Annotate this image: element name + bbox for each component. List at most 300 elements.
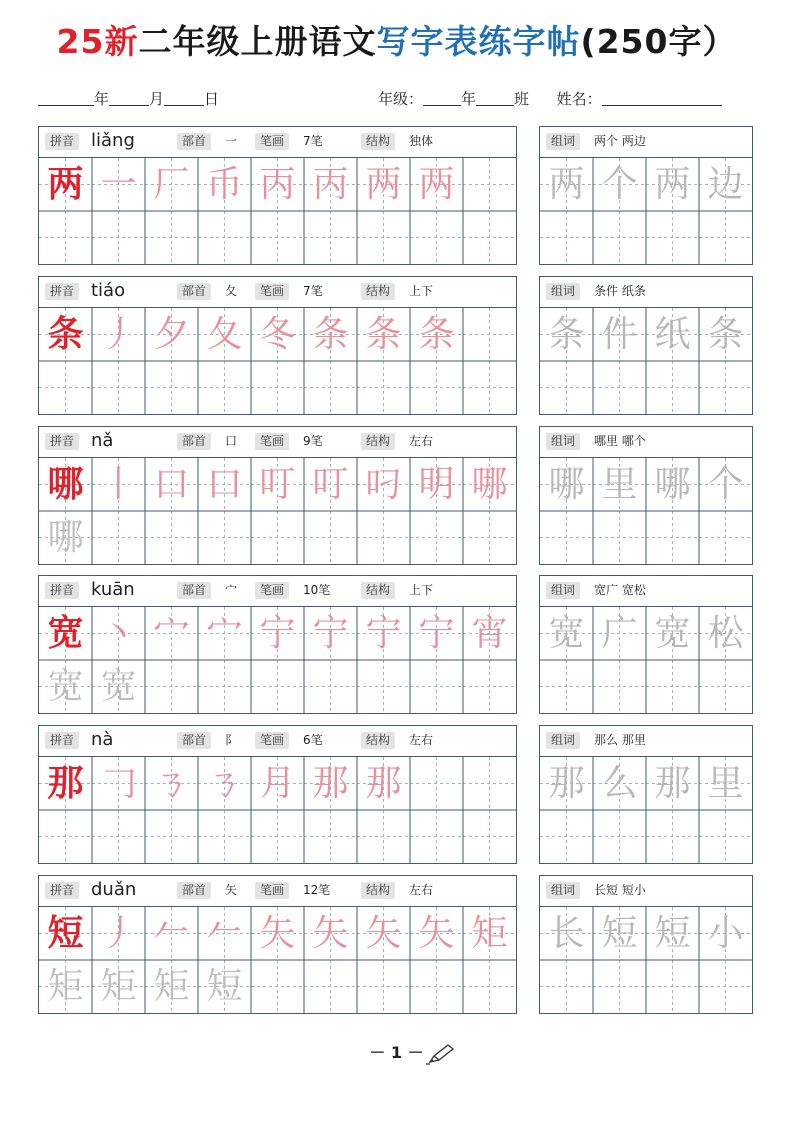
pen-icon <box>426 1043 456 1069</box>
words-grid <box>540 158 752 264</box>
stroke-order-cell[interactable] <box>304 158 357 211</box>
stroke-order-cell[interactable] <box>145 757 198 810</box>
main-char-cell[interactable] <box>39 308 92 361</box>
stroke-order-cell[interactable] <box>463 607 516 660</box>
pinyin-value: kuān <box>91 579 135 600</box>
word-char-cell[interactable] <box>646 308 699 361</box>
stroke-order-cell-glyph: 一 <box>100 164 137 205</box>
blank-writing-cell[interactable] <box>593 660 646 713</box>
stroke-order-cell[interactable] <box>410 607 463 660</box>
char-info-header <box>39 127 516 158</box>
word-char-cell-glyph: 宽 <box>654 613 691 654</box>
structure-tag: 结构 <box>361 433 395 450</box>
stroke-order-cell-glyph: 哪 <box>471 464 508 505</box>
stroke-order-cell[interactable] <box>198 308 251 361</box>
blank-writing-cell[interactable] <box>251 960 304 1013</box>
stroke-order-cell[interactable] <box>198 458 251 511</box>
stroke-order-cell-glyph: 矢 <box>312 913 349 954</box>
char-info-header <box>39 726 516 757</box>
radical-tag: 部首 <box>177 732 211 749</box>
word-char-cell-glyph: 条 <box>548 314 585 355</box>
word-char-cell[interactable] <box>699 308 752 361</box>
word-char-cell-glyph: 小 <box>707 913 744 954</box>
stroke-order-cell-glyph: 那 <box>365 763 402 804</box>
blank-writing-cell[interactable] <box>463 660 516 713</box>
stroke-order-cell[interactable] <box>357 607 410 660</box>
blank-writing-cell[interactable] <box>646 660 699 713</box>
stroke-order-cell[interactable] <box>145 308 198 361</box>
blank-writing-cell[interactable] <box>357 960 410 1013</box>
word-char-cell[interactable] <box>699 907 752 960</box>
practice-panel-2 <box>38 276 517 415</box>
stroke-order-cell[interactable] <box>304 607 357 660</box>
trace-cell[interactable] <box>92 660 145 713</box>
blank-writing-cell[interactable] <box>593 810 646 863</box>
blank-writing-cell[interactable] <box>593 960 646 1013</box>
stroke-order-cell[interactable] <box>410 158 463 211</box>
blank-writing-cell[interactable] <box>198 211 251 264</box>
pinyin-value: liǎng <box>91 130 135 151</box>
blank-writing-cell[interactable] <box>463 361 516 414</box>
stroke-order-cell-glyph: 丙 <box>312 164 349 205</box>
strokes-value: 10笔 <box>303 583 331 597</box>
blank-writing-cell[interactable] <box>304 511 357 564</box>
word-char-cell-glyph: 那 <box>548 763 585 804</box>
stroke-order-cell-glyph: 冬 <box>259 314 296 355</box>
structure-tag: 结构 <box>361 582 395 599</box>
stroke-order-cell-glyph: 矢 <box>259 913 296 954</box>
stroke-order-cell[interactable] <box>145 607 198 660</box>
blank-writing-cell[interactable] <box>145 511 198 564</box>
words-tag: 组词 <box>546 582 580 599</box>
blank-writing-cell[interactable] <box>357 810 410 863</box>
word-char-cell[interactable] <box>593 607 646 660</box>
month-label: 月 <box>149 90 165 108</box>
stroke-order-cell[interactable] <box>92 308 145 361</box>
stroke-order-cell[interactable] <box>304 757 357 810</box>
radical-value: 口 <box>225 434 238 448</box>
trace-cell[interactable] <box>39 511 92 564</box>
radical-value: 宀 <box>225 583 238 597</box>
blank-writing-cell[interactable] <box>92 511 145 564</box>
stroke-order-cell[interactable] <box>357 907 410 960</box>
blank-writing-cell[interactable] <box>540 211 593 264</box>
word-char-cell[interactable] <box>699 158 752 211</box>
blank-writing-cell[interactable] <box>251 361 304 414</box>
pinyin-value: duǎn <box>91 879 137 900</box>
stroke-order-cell-glyph: 叼 <box>365 464 402 505</box>
word-char-cell-glyph: 短 <box>601 913 638 954</box>
main-char-cell[interactable] <box>39 458 92 511</box>
blank-writing-cell[interactable] <box>304 810 357 863</box>
stroke-order-cell-glyph: 币 <box>206 164 243 205</box>
blank-writing-cell[interactable] <box>593 211 646 264</box>
stroke-order-cell[interactable] <box>463 458 516 511</box>
blank-writing-cell[interactable] <box>304 960 357 1013</box>
word-char-cell-glyph: 短 <box>654 913 691 954</box>
pinyin-tag: 拼音 <box>45 582 79 599</box>
words-tag: 组词 <box>546 133 580 150</box>
blank-writing-cell[interactable] <box>699 810 752 863</box>
blank-writing-cell[interactable] <box>198 660 251 713</box>
blank-writing-cell[interactable] <box>463 810 516 863</box>
word-char-cell[interactable] <box>699 458 752 511</box>
month-blank[interactable] <box>109 91 149 106</box>
words-panel-3 <box>539 426 753 565</box>
stroke-order-cell[interactable] <box>198 907 251 960</box>
strokes-value: 9笔 <box>303 434 323 448</box>
blank-writing-cell[interactable] <box>198 361 251 414</box>
word-char-cell-glyph: 广 <box>601 613 638 654</box>
blank-writing-cell[interactable] <box>540 960 593 1013</box>
stroke-order-cell[interactable] <box>410 308 463 361</box>
blank-writing-cell[interactable] <box>39 211 92 264</box>
blank-writing-cell[interactable] <box>357 361 410 414</box>
stroke-order-cell[interactable] <box>463 907 516 960</box>
blank-writing-cell[interactable] <box>646 511 699 564</box>
blank-writing-cell[interactable] <box>463 211 516 264</box>
words-value: 那么 那里 <box>594 733 646 747</box>
main-char-cell-glyph: 那 <box>47 763 84 804</box>
title-part-red: 25新 <box>56 22 139 61</box>
word-char-cell-glyph: 边 <box>707 164 744 205</box>
stroke-order-cell[interactable] <box>357 308 410 361</box>
stroke-order-cell-glyph: 条 <box>418 314 455 355</box>
blank-writing-cell[interactable] <box>39 361 92 414</box>
blank-writing-cell[interactable] <box>699 211 752 264</box>
blank-writing-cell[interactable] <box>304 361 357 414</box>
stroke-order-cell-glyph: 丨 <box>100 464 137 505</box>
pinyin-tag: 拼音 <box>45 133 79 150</box>
blank-writing-cell[interactable] <box>410 810 463 863</box>
pinyin-value: nà <box>91 729 114 750</box>
main-char-cell-glyph: 条 <box>47 314 84 355</box>
practice-panel-1 <box>38 126 517 265</box>
date-line <box>38 88 219 109</box>
stroke-order-cell-glyph: 那 <box>312 763 349 804</box>
stroke-order-cell-glyph: 叮 <box>312 464 349 505</box>
page-title <box>0 16 793 63</box>
pinyin-tag: 拼音 <box>45 283 79 300</box>
blank-writing-cell[interactable] <box>463 308 516 361</box>
blank-writing-cell[interactable] <box>646 211 699 264</box>
stroke-order-cell[interactable] <box>251 907 304 960</box>
radical-tag: 部首 <box>177 433 211 450</box>
practice-grid <box>39 158 516 264</box>
blank-writing-cell[interactable] <box>304 660 357 713</box>
stroke-order-cell[interactable] <box>92 158 145 211</box>
word-char-cell[interactable] <box>540 158 593 211</box>
trace-cell[interactable] <box>145 960 198 1013</box>
words-grid <box>540 458 752 564</box>
day-label: 日 <box>204 90 220 108</box>
title-part-black: 二年级上册语文 <box>138 22 377 61</box>
words-tag: 组词 <box>546 283 580 300</box>
practice-panel-5 <box>38 725 517 864</box>
trace-cell-glyph: 哪 <box>47 517 84 558</box>
blank-writing-cell[interactable] <box>251 211 304 264</box>
char-info-header <box>39 576 516 607</box>
word-char-cell[interactable] <box>593 458 646 511</box>
trace-cell[interactable] <box>198 960 251 1013</box>
stroke-order-cell[interactable] <box>251 757 304 810</box>
structure-value: 独体 <box>409 134 434 148</box>
structure-value: 上下 <box>409 284 434 298</box>
name-blank[interactable] <box>602 91 722 106</box>
char-info-header <box>39 277 516 308</box>
words-panel-2 <box>539 276 753 415</box>
blank-writing-cell[interactable] <box>540 660 593 713</box>
stroke-order-cell-glyph: 条 <box>312 314 349 355</box>
stroke-order-cell-glyph: 矩 <box>471 913 508 954</box>
stroke-order-cell-glyph: 两 <box>365 164 402 205</box>
stroke-order-cell[interactable] <box>251 458 304 511</box>
word-char-cell[interactable] <box>540 607 593 660</box>
structure-value: 左右 <box>409 883 434 897</box>
stroke-order-cell[interactable] <box>410 907 463 960</box>
practice-grid <box>39 458 516 564</box>
blank-writing-cell[interactable] <box>251 511 304 564</box>
stroke-order-cell[interactable] <box>198 158 251 211</box>
blank-writing-cell[interactable] <box>699 960 752 1013</box>
word-char-cell[interactable] <box>646 607 699 660</box>
stroke-order-cell[interactable] <box>357 458 410 511</box>
year-blank[interactable] <box>38 91 94 106</box>
blank-writing-cell[interactable] <box>699 361 752 414</box>
words-panel-1 <box>539 126 753 265</box>
stroke-order-cell[interactable] <box>92 607 145 660</box>
words-panel-6 <box>539 875 753 1014</box>
strokes-tag: 笔画 <box>255 732 289 749</box>
stroke-order-cell[interactable] <box>92 907 145 960</box>
blank-writing-cell[interactable] <box>463 158 516 211</box>
blank-writing-cell[interactable] <box>357 660 410 713</box>
word-char-cell-glyph: 宽 <box>548 613 585 654</box>
strokes-tag: 笔画 <box>255 582 289 599</box>
stroke-order-cell[interactable] <box>145 907 198 960</box>
stroke-order-cell-glyph: 𠂉 <box>153 913 190 954</box>
blank-writing-cell[interactable] <box>699 511 752 564</box>
word-char-cell[interactable] <box>540 907 593 960</box>
stroke-order-cell-glyph: 宀 <box>153 613 190 654</box>
word-char-cell-glyph: 长 <box>548 913 585 954</box>
blank-writing-cell[interactable] <box>251 810 304 863</box>
word-char-cell[interactable] <box>646 158 699 211</box>
words-tag: 组词 <box>546 433 580 450</box>
blank-writing-cell[interactable] <box>92 211 145 264</box>
blank-writing-cell[interactable] <box>646 810 699 863</box>
trace-cell[interactable] <box>92 960 145 1013</box>
stroke-order-cell-glyph: ㄋ <box>153 763 190 804</box>
pinyin-value: tiáo <box>91 280 126 301</box>
trace-cell[interactable] <box>39 960 92 1013</box>
stroke-order-cell[interactable] <box>145 458 198 511</box>
year-label: 年 <box>94 90 110 108</box>
blank-writing-cell[interactable] <box>198 810 251 863</box>
stroke-order-cell-glyph: ㄋ <box>206 763 243 804</box>
stroke-order-cell[interactable] <box>92 757 145 810</box>
stroke-order-cell-glyph: 夂 <box>206 314 243 355</box>
blank-writing-cell[interactable] <box>92 810 145 863</box>
stroke-order-cell[interactable] <box>251 308 304 361</box>
word-char-cell-glyph: 里 <box>707 763 744 804</box>
trace-cell-glyph: 短 <box>206 966 243 1007</box>
blank-writing-cell[interactable] <box>699 660 752 713</box>
blank-writing-cell[interactable] <box>198 511 251 564</box>
practice-grid <box>39 308 516 414</box>
blank-writing-cell[interactable] <box>463 757 516 810</box>
word-char-cell-glyph: 纸 <box>654 314 691 355</box>
stroke-order-cell[interactable] <box>92 458 145 511</box>
words-grid <box>540 757 752 863</box>
blank-writing-cell[interactable] <box>145 810 198 863</box>
main-char-cell-glyph: 哪 <box>47 464 84 505</box>
stroke-order-cell[interactable] <box>251 607 304 660</box>
blank-writing-cell[interactable] <box>540 361 593 414</box>
stroke-order-cell-glyph: 口 <box>153 464 190 505</box>
blank-writing-cell[interactable] <box>410 511 463 564</box>
main-char-cell[interactable] <box>39 907 92 960</box>
word-char-cell-glyph: 个 <box>707 464 744 505</box>
stroke-order-cell[interactable] <box>357 158 410 211</box>
stroke-order-cell-glyph: 夕 <box>153 314 190 355</box>
word-char-cell[interactable] <box>540 757 593 810</box>
stroke-order-cell[interactable] <box>304 458 357 511</box>
structure-value: 左右 <box>409 434 434 448</box>
trace-cell-glyph: 矩 <box>100 966 137 1007</box>
stroke-order-cell[interactable] <box>304 308 357 361</box>
word-char-cell[interactable] <box>699 607 752 660</box>
practice-panel-4 <box>38 575 517 714</box>
stroke-order-cell-glyph: 宵 <box>471 613 508 654</box>
char-info-header <box>39 427 516 458</box>
word-char-cell[interactable] <box>540 308 593 361</box>
words-value: 哪里 哪个 <box>594 434 646 448</box>
stroke-order-cell-glyph: 月 <box>259 763 296 804</box>
word-char-cell-glyph: 条 <box>707 314 744 355</box>
trace-cell-glyph: 宽 <box>47 666 84 707</box>
page-number: － 1 － <box>369 1043 424 1062</box>
word-char-cell-glyph: 两 <box>654 164 691 205</box>
strokes-value: 7笔 <box>303 284 323 298</box>
word-char-cell[interactable] <box>699 757 752 810</box>
blank-writing-cell[interactable] <box>410 361 463 414</box>
practice-grid <box>39 607 516 713</box>
grade-class-blank[interactable] <box>476 91 514 106</box>
word-char-cell-glyph: 件 <box>601 314 638 355</box>
radical-value: 阝 <box>225 733 238 747</box>
words-grid <box>540 308 752 414</box>
stroke-order-cell-glyph: 𠂉 <box>206 913 243 954</box>
word-char-cell-glyph: 么 <box>601 763 638 804</box>
blank-writing-cell[interactable] <box>540 810 593 863</box>
stroke-order-cell[interactable] <box>198 757 251 810</box>
pinyin-tag: 拼音 <box>45 732 79 749</box>
blank-writing-cell[interactable] <box>593 361 646 414</box>
trace-cell-glyph: 矩 <box>153 966 190 1007</box>
words-grid <box>540 607 752 713</box>
stroke-order-cell[interactable] <box>304 907 357 960</box>
word-char-cell[interactable] <box>593 907 646 960</box>
blank-writing-cell[interactable] <box>540 511 593 564</box>
word-char-cell[interactable] <box>593 158 646 211</box>
stroke-order-cell[interactable] <box>357 757 410 810</box>
pinyin-value: nǎ <box>91 430 114 451</box>
blank-writing-cell[interactable] <box>145 211 198 264</box>
blank-writing-cell[interactable] <box>410 660 463 713</box>
radical-tag: 部首 <box>177 882 211 899</box>
blank-writing-cell[interactable] <box>357 511 410 564</box>
words-header <box>540 277 752 308</box>
word-char-cell[interactable] <box>593 308 646 361</box>
word-char-cell[interactable] <box>646 757 699 810</box>
words-header <box>540 726 752 757</box>
stroke-order-cell[interactable] <box>410 458 463 511</box>
structure-value: 左右 <box>409 733 434 747</box>
day-blank[interactable] <box>164 91 204 106</box>
blank-writing-cell[interactable] <box>463 960 516 1013</box>
word-char-cell[interactable] <box>540 458 593 511</box>
blank-writing-cell[interactable] <box>646 960 699 1013</box>
main-char-cell-glyph: 短 <box>47 913 84 954</box>
grade-class-label: 班 <box>514 90 530 108</box>
stroke-order-cell-glyph: 𠃌 <box>100 763 137 804</box>
blank-writing-cell[interactable] <box>646 361 699 414</box>
blank-writing-cell[interactable] <box>92 361 145 414</box>
trace-cell-glyph: 宽 <box>100 666 137 707</box>
main-char-cell-glyph: 宽 <box>47 613 84 654</box>
stroke-order-cell[interactable] <box>251 158 304 211</box>
blank-writing-cell[interactable] <box>145 361 198 414</box>
main-char-cell[interactable] <box>39 607 92 660</box>
title-part-blue: 写字表练字帖 <box>376 22 581 61</box>
main-char-cell[interactable] <box>39 158 92 211</box>
stroke-order-cell[interactable] <box>198 607 251 660</box>
stroke-order-cell-glyph: 丶 <box>100 613 137 654</box>
strokes-value: 7笔 <box>303 134 323 148</box>
practice-grid <box>39 757 516 863</box>
blank-writing-cell[interactable] <box>145 660 198 713</box>
blank-writing-cell[interactable] <box>410 757 463 810</box>
blank-writing-cell[interactable] <box>251 660 304 713</box>
word-char-cell[interactable] <box>646 907 699 960</box>
blank-writing-cell[interactable] <box>304 211 357 264</box>
structure-tag: 结构 <box>361 732 395 749</box>
stroke-order-cell-glyph: 两 <box>418 164 455 205</box>
blank-writing-cell[interactable] <box>410 211 463 264</box>
word-char-cell-glyph: 哪 <box>654 464 691 505</box>
word-char-cell[interactable] <box>593 757 646 810</box>
words-value: 宽广 宽松 <box>594 583 646 597</box>
blank-writing-cell[interactable] <box>463 511 516 564</box>
blank-writing-cell[interactable] <box>39 810 92 863</box>
stroke-order-cell[interactable] <box>145 158 198 211</box>
blank-writing-cell[interactable] <box>593 511 646 564</box>
radical-tag: 部首 <box>177 283 211 300</box>
practice-panel-3 <box>38 426 517 565</box>
blank-writing-cell[interactable] <box>357 211 410 264</box>
stroke-order-cell-glyph: 明 <box>418 464 455 505</box>
grade-year-blank[interactable] <box>423 91 461 106</box>
words-tag: 组词 <box>546 732 580 749</box>
main-char-cell[interactable] <box>39 757 92 810</box>
trace-cell[interactable] <box>39 660 92 713</box>
word-char-cell[interactable] <box>646 458 699 511</box>
radical-tag: 部首 <box>177 582 211 599</box>
blank-writing-cell[interactable] <box>410 960 463 1013</box>
stroke-order-cell-glyph: 丿 <box>100 913 137 954</box>
words-value: 长短 短小 <box>594 883 646 897</box>
